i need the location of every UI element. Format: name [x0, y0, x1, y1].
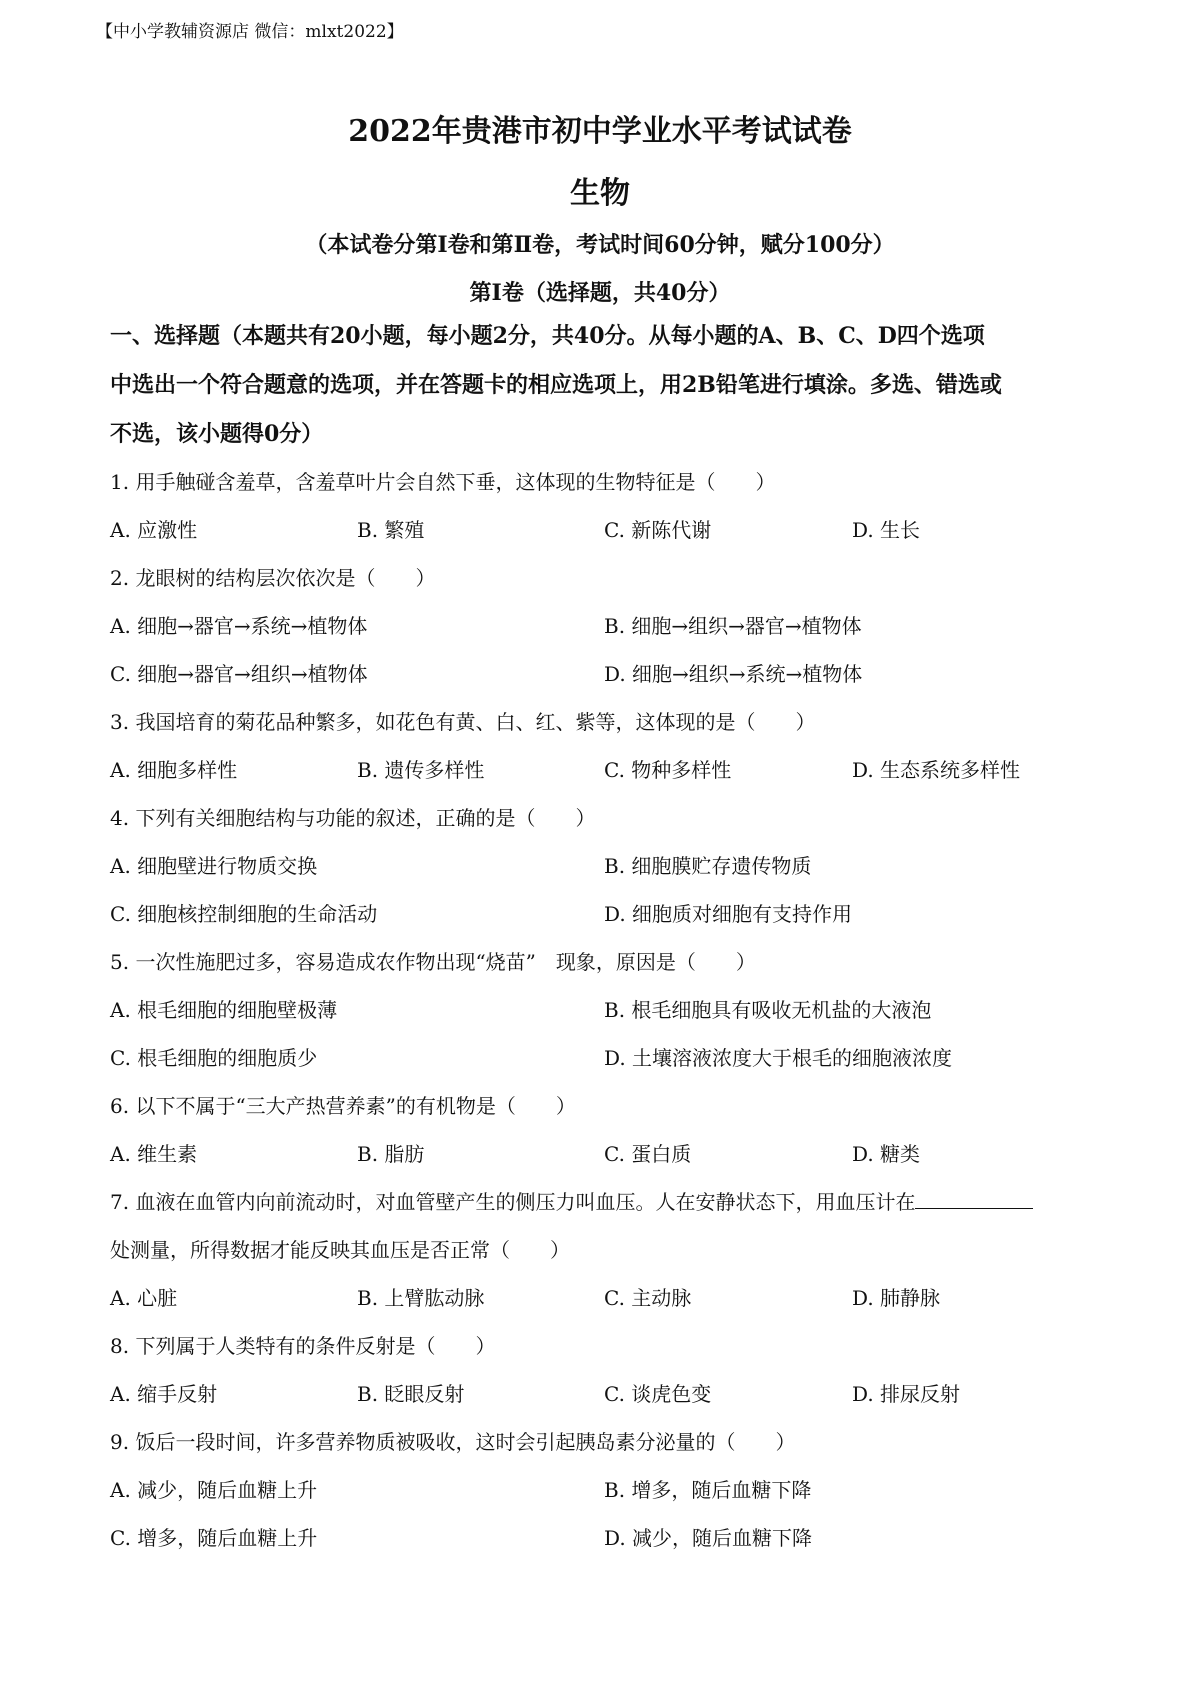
option-b: B. 细胞→组织→器官→植物体	[604, 614, 862, 638]
option-c: C. 根毛细胞的细胞质少	[110, 1046, 318, 1070]
option-d: D. 糖类	[852, 1142, 921, 1166]
option-a: A. 细胞多样性	[110, 758, 238, 782]
option-d: D. 土壤溶液浓度大于根毛的细胞液浓度	[604, 1046, 953, 1070]
section-line: 不选，该小题得0分）	[110, 421, 324, 447]
option-b: B. 根毛细胞具有吸收无机盐的大液泡	[604, 998, 932, 1022]
question-stem: 5. 一次性施肥过多，容易造成农作物出现“烧苗” 现象，原因是（ ）	[110, 950, 756, 974]
question-stem: 3. 我国培育的菊花品种繁多，如花色有黄、白、红、紫等，这体现的是（ ）	[110, 710, 816, 734]
section-line: 一、选择题（本题共有20小题，每小题2分，共40分。从每小题的A、B、C、D四个选项	[110, 323, 985, 349]
subject-title: 生物	[570, 176, 630, 211]
option-a: A. 心脏	[110, 1286, 178, 1310]
option-c: C. 物种多样性	[604, 758, 732, 782]
question-stem	[110, 1186, 1033, 1215]
option-c: C. 增多，随后血糖上升	[110, 1526, 318, 1550]
section-line: 中选出一个符合题意的选项，并在答题卡的相应选项上，用2B铅笔进行填涂。多选、错选或	[110, 372, 1002, 398]
option-d: D. 肺静脉	[852, 1286, 941, 1310]
option-d: D. 细胞质对细胞有支持作用	[604, 902, 853, 926]
option-d: D. 生态系统多样性	[852, 758, 1021, 782]
question-stem: 2. 龙眼树的结构层次依次是（ ）	[110, 566, 436, 590]
option-a: A. 细胞→器官→系统→植物体	[110, 614, 368, 638]
option-c: C. 细胞→器官→组织→植物体	[110, 662, 368, 686]
exam-info: （本试卷分第Ⅰ卷和第Ⅱ卷，考试时间60分钟，赋分100分）	[305, 232, 895, 258]
option-c: C. 主动脉	[604, 1286, 692, 1310]
option-a: A. 细胞壁进行物质交换	[110, 854, 318, 878]
option-a: A. 根毛细胞的细胞壁极薄	[110, 998, 338, 1022]
header-note: 【中小学教辅资源店 微信：mlxt2022】	[96, 22, 404, 42]
question-stem-text: 7. 血液在血管内向前流动时，对血管壁产生的侧压力叫血压。人在安静状态下，用血压计在	[110, 1190, 916, 1214]
question-stem: 8. 下列属于人类特有的条件反射是（ ）	[110, 1334, 496, 1358]
option-b: B. 眨眼反射	[357, 1382, 465, 1406]
option-b: B. 增多，随后血糖下降	[604, 1478, 812, 1502]
option-d: D. 减少，随后血糖下降	[604, 1526, 813, 1550]
option-d: D. 生长	[852, 518, 921, 542]
part-title: 第Ⅰ卷（选择题，共40分）	[469, 280, 731, 306]
option-a: A. 减少，随后血糖上升	[110, 1478, 318, 1502]
option-b: B. 细胞膜贮存遗传物质	[604, 854, 812, 878]
option-d: D. 细胞→组织→系统→植物体	[604, 662, 863, 686]
option-d: D. 排尿反射	[852, 1382, 961, 1406]
option-c: C. 新陈代谢	[604, 518, 712, 542]
option-c: C. 蛋白质	[604, 1142, 692, 1166]
option-b: B. 上臂肱动脉	[357, 1286, 485, 1310]
option-b: B. 繁殖	[357, 518, 425, 542]
question-stem: 4. 下列有关细胞结构与功能的叙述，正确的是（ ）	[110, 806, 596, 830]
answer-blank	[915, 1190, 1033, 1209]
section-instructions	[110, 312, 1100, 459]
option-c: C. 谈虎色变	[604, 1382, 712, 1406]
question-stem: 1. 用手触碰含羞草，含羞草叶片会自然下垂，这体现的生物特征是（ ）	[110, 470, 776, 494]
question-stem: 9. 饭后一段时间，许多营养物质被吸收，这时会引起胰岛素分泌量的（ ）	[110, 1430, 796, 1454]
option-a: A. 缩手反射	[110, 1382, 218, 1406]
exam-title: 2022年贵港市初中学业水平考试试卷	[348, 114, 852, 149]
option-a: A. 应激性	[110, 518, 198, 542]
option-b: B. 脂肪	[357, 1142, 425, 1166]
question-stem: 6. 以下不属于“三大产热营养素”的有机物是（ ）	[110, 1094, 576, 1118]
option-b: B. 遗传多样性	[357, 758, 485, 782]
question-stem-continued: 处测量，所得数据才能反映其血压是否正常（ ）	[110, 1238, 570, 1262]
option-c: C. 细胞核控制细胞的生命活动	[110, 902, 378, 926]
option-a: A. 维生素	[110, 1142, 198, 1166]
